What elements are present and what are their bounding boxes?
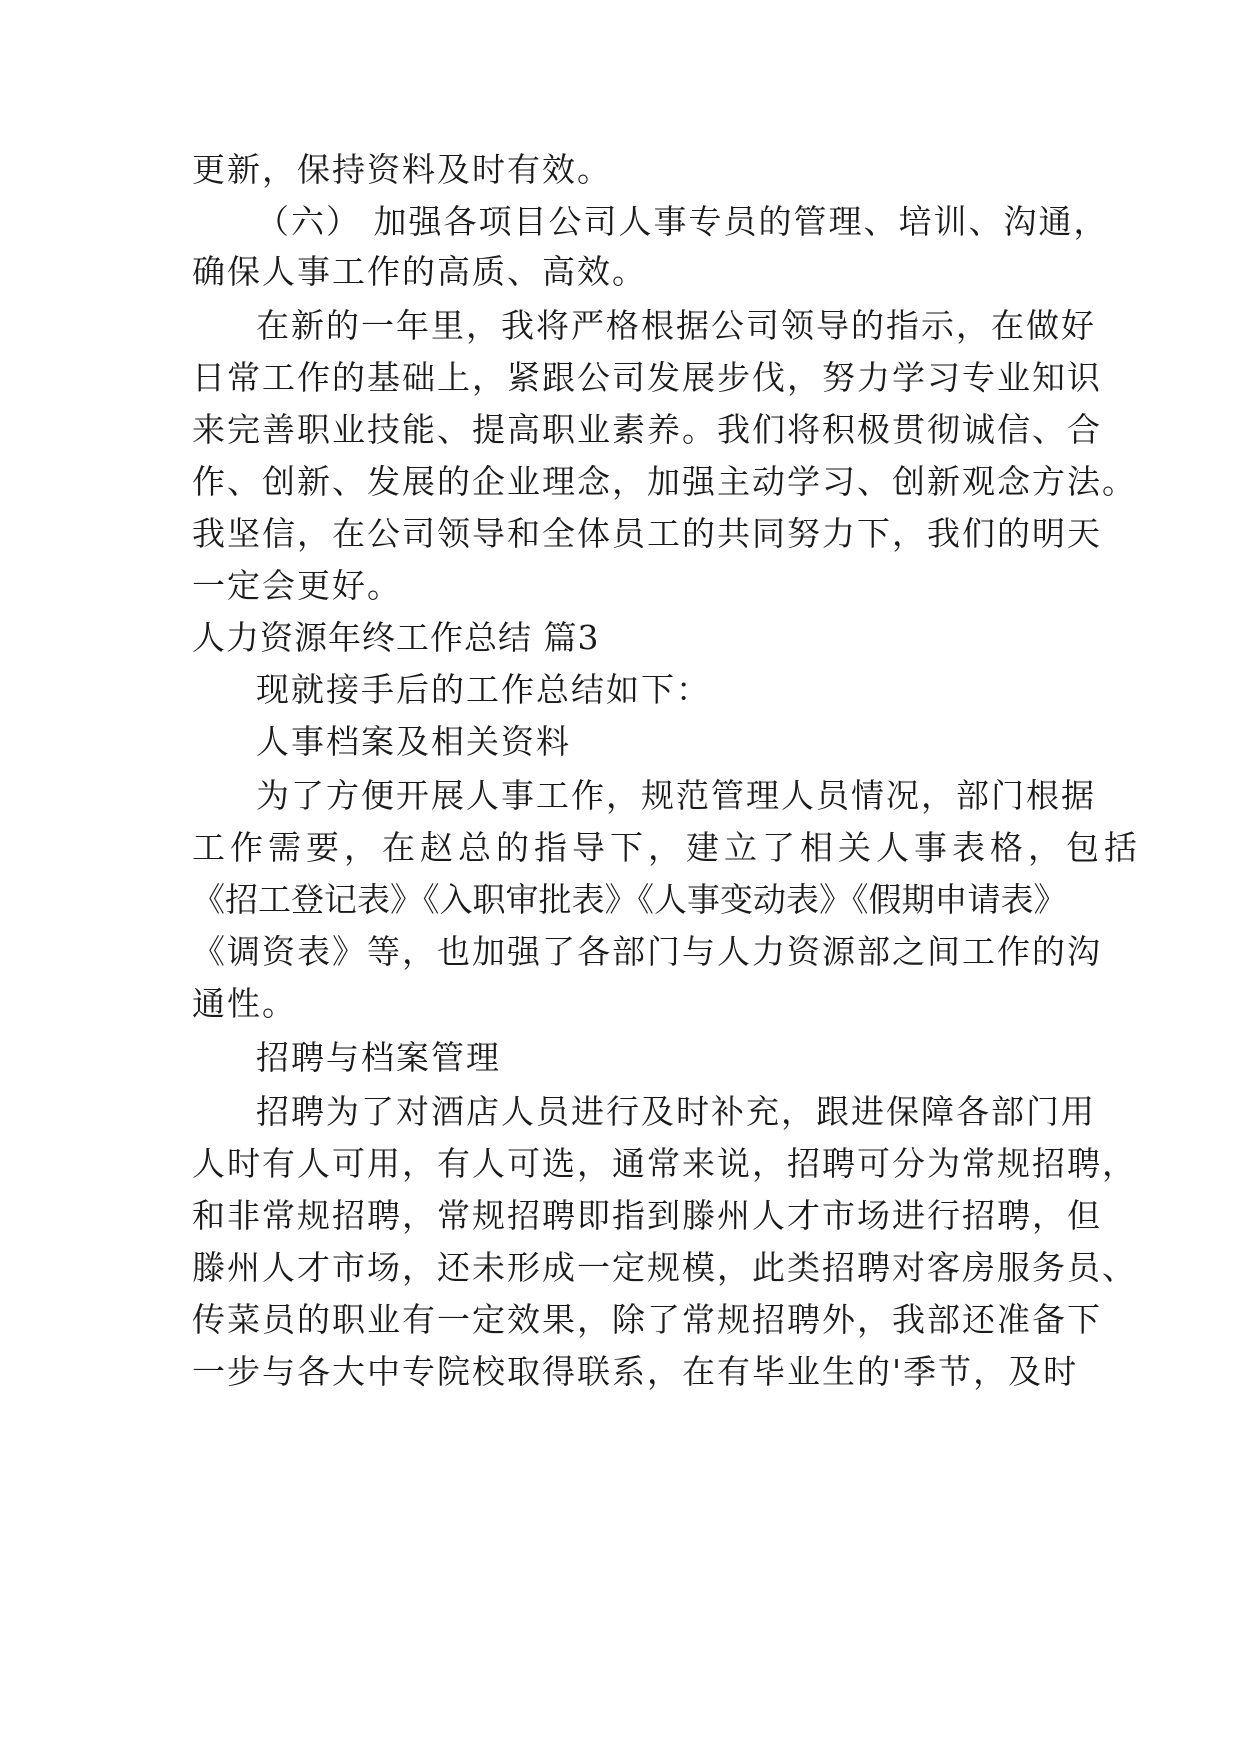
- paragraph-line: 传菜员的职业有一定效果，除了常规招聘外，我部还准备下: [192, 1300, 1102, 1339]
- paragraph-line: 在新的一年里，我将严格根据公司领导的指示，在做好: [256, 306, 1096, 345]
- paragraph-line: 滕州人才市场，还未形成一定规模，此类招聘对客房服务员、: [192, 1248, 1137, 1287]
- paragraph-line: 一定会更好。: [192, 566, 402, 605]
- paragraph-line: 《调资表》等，也加强了各部门与人力资源部之间工作的沟: [192, 932, 1102, 971]
- paragraph-line: 更新，保持资料及时有效。: [192, 150, 612, 189]
- paragraph-line: 招聘为了对酒店人员进行及时补充，跟进保障各部门用: [256, 1092, 1096, 1131]
- paragraph-line: 人时有人可用，有人可选，通常来说，招聘可分为常规招聘，: [192, 1144, 1137, 1183]
- paragraph-line: （六） 加强各项目公司人事专员的管理、培训、沟通，: [256, 202, 1109, 241]
- paragraph-line: 日常工作的基础上，紧跟公司发展步伐，努力学习专业知识: [192, 358, 1102, 397]
- paragraph-line: 确保人事工作的高质、高效。: [192, 252, 647, 291]
- paragraph-line: 为了方便开展人事工作，规范管理人员情况，部门根据: [256, 776, 1096, 815]
- paragraph-line: 现就接手后的工作总结如下：: [256, 670, 711, 709]
- subsection-heading: 招聘与档案管理: [256, 1038, 501, 1077]
- paragraph-line: 和非常规招聘，常规招聘即指到滕州人才市场进行招聘，但: [192, 1196, 1102, 1235]
- paragraph-line: 作、创新、发展的企业理念，加强主动学习、创新观念方法。: [192, 462, 1137, 501]
- paragraph-line: 工作需要，在赵总的指导下，建立了相关人事表格，包括: [192, 828, 1142, 867]
- paragraph-line: 一步与各大中专院校取得联系，在有毕业生的'季节，及时: [192, 1352, 1079, 1391]
- subsection-heading: 人事档案及相关资料: [256, 722, 571, 761]
- section-title: 人力资源年终工作总结 篇3: [192, 618, 600, 657]
- paragraph-line: 我坚信，在公司领导和全体员工的共同努力下，我们的明天: [192, 514, 1102, 553]
- paragraph-line: 《招工登记表》《入职审批表》《人事变动表》《假期申请表》: [192, 880, 1067, 919]
- paragraph-line: 来完善职业技能、提高职业素养。我们将积极贯彻诚信、合: [192, 410, 1102, 449]
- paragraph-line: 通性。: [192, 984, 297, 1023]
